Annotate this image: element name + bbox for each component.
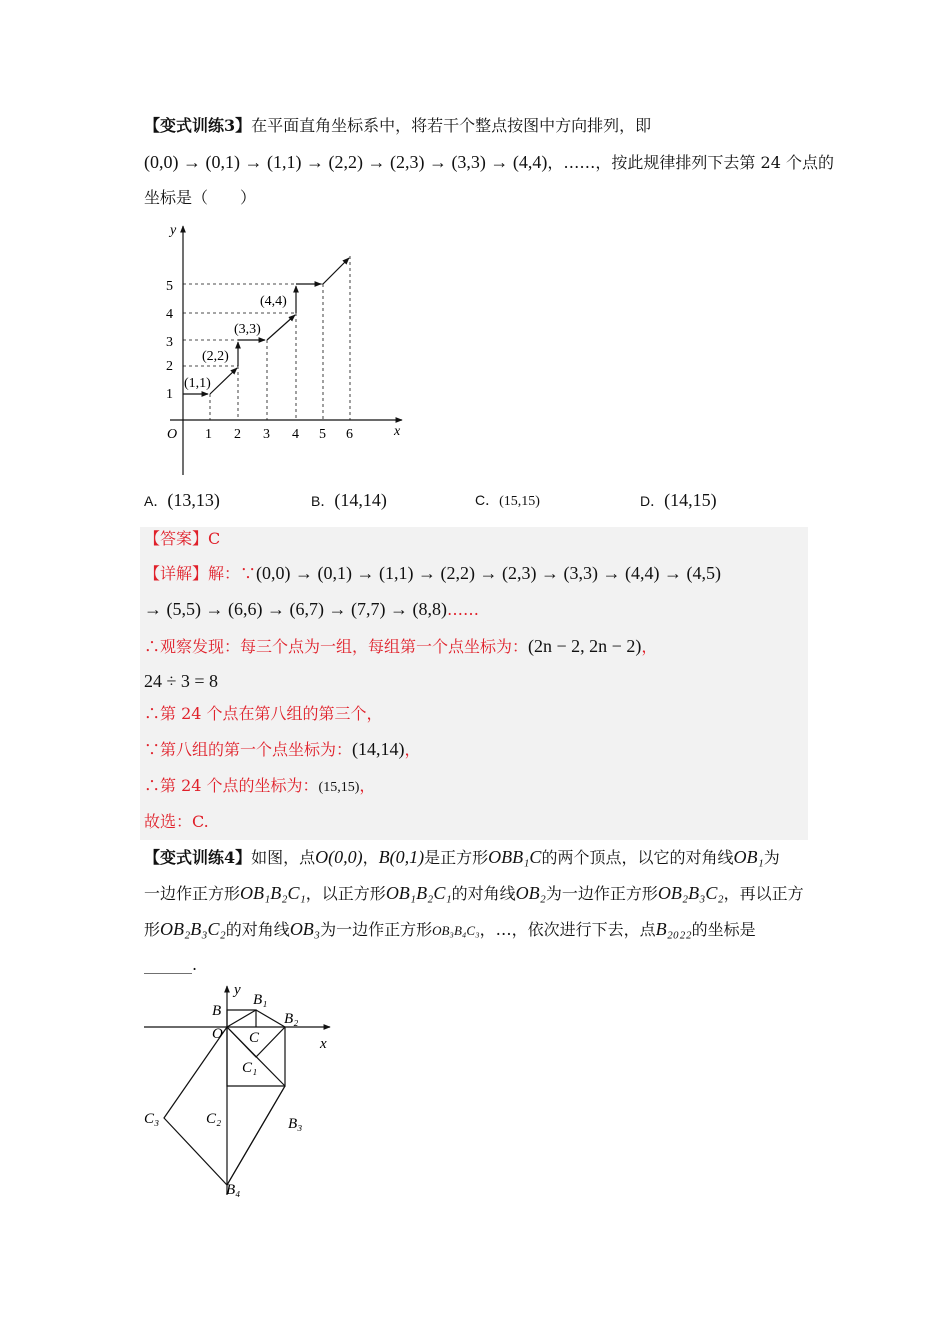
observe-text: ∴观察发现：每三个点为一组，每组第一个点坐标为： [144, 637, 529, 656]
choose-text: 故选：C. [144, 812, 209, 831]
first-group-end: ， [404, 740, 421, 759]
staircase-path [183, 258, 349, 394]
problem4-line4 [144, 955, 197, 975]
squares [164, 1010, 285, 1185]
answer-line [144, 529, 220, 549]
option-b[interactable]: B．(14,14) [311, 490, 387, 510]
label-O: O [212, 1026, 223, 1042]
label-B: B [212, 1003, 222, 1019]
point-label: (1,1) [184, 376, 211, 391]
label-B1: B₁ [253, 992, 268, 1008]
detail-line8 [144, 812, 209, 832]
detail-line5 [144, 704, 383, 724]
x-tick: 4 [292, 427, 299, 442]
detail-start: 解：∵ [208, 564, 257, 583]
x-tick: 5 [319, 427, 326, 442]
result-value: (15,15) [318, 780, 360, 795]
x-axis-label: x [320, 1036, 327, 1052]
division: 24 ÷ 3 = 8 [144, 671, 219, 691]
problem4-tag: 【变式训练4】 [144, 848, 252, 867]
y-axis-label: y [170, 223, 177, 238]
y-tick: 3 [166, 335, 173, 350]
problem4-line2: 一边作正方形OB₁B₂C₁，以正方形OB₁B₂C₁的对角线OB₂为一边作正方形OB₂B₃C₂，再以正方 [144, 883, 804, 903]
observe-end: ， [641, 637, 658, 656]
detail-line4 [144, 671, 218, 692]
third-text: ∴第 24 个点在第八组的第三个， [144, 704, 383, 723]
label-B4: B₄ [226, 1182, 241, 1198]
problem4-line1: 【变式训练4】如图，点O(0,0)，B(0,1)是正方形OBB₁C的两个顶点，以它的对角线OB₁为 [144, 847, 780, 867]
answer-blank: ______. [144, 955, 198, 974]
problem3-line1 [144, 116, 651, 136]
first-group-text: ∵第八组的第一个点坐标为： [144, 740, 353, 759]
y-axis-label: y [234, 982, 241, 998]
point-label: (3,3) [234, 322, 261, 337]
x-tick: 6 [346, 427, 353, 442]
origin-label: O [167, 427, 178, 442]
y-tick: 5 [166, 279, 173, 294]
option-c[interactable]: C．(15,15) [475, 492, 540, 509]
option-a[interactable]: A．(13,13) [144, 490, 220, 510]
label-C1: C₁ [242, 1060, 258, 1076]
result-end: ， [359, 776, 376, 795]
problem3-line3 [144, 188, 256, 208]
option-d[interactable]: D．(14,15) [640, 490, 717, 510]
y-tick: 1 [166, 387, 173, 402]
label-C: C [249, 1030, 260, 1046]
problem3-tag: 【变式训练3】 [144, 116, 252, 135]
result-text: ∴第 24 个点的坐标为： [144, 776, 319, 795]
problem3-text2: ，……，按此规律排列下去第 24 个点的 [547, 153, 834, 172]
label-C2: C₂ [206, 1111, 222, 1127]
problem3-line2 [144, 152, 834, 173]
problem3-figure [150, 220, 410, 480]
x-tick: 1 [205, 427, 212, 442]
y-tick: 2 [166, 359, 173, 374]
problem4-figure [140, 980, 340, 1200]
x-tick: 3 [263, 427, 270, 442]
problem3-text3: 坐标是（ ） [144, 188, 257, 207]
label-B3: B₃ [288, 1116, 303, 1132]
detail-line7 [144, 776, 375, 798]
label-B2: B₂ [284, 1011, 299, 1027]
x-tick: 2 [234, 427, 241, 442]
problem3-text1: 在平面直角坐标系中，将若干个整点按图中方向排列，即 [251, 116, 652, 135]
detail-seq2: → (5,5) → (6,6) → (6,7) → (7,7) → (8,8) [144, 599, 447, 619]
first-group-value: (14,14) [352, 739, 405, 759]
detail-line1 [144, 563, 721, 584]
point-label: (2,2) [202, 349, 229, 364]
y-tick: 4 [166, 307, 173, 322]
problem4-line3: 形OB₂B₃C₂的对角线OB₃为一边作正方形OB₃B₄C₃，…，依次进行下去，点B₂₀₂₂的坐标是 [144, 919, 756, 939]
detail-line2 [144, 599, 479, 620]
observe-formula: (2n − 2, 2n − 2) [528, 636, 642, 656]
detail-tag: 【详解】 [144, 564, 209, 583]
x-axis-label: x [394, 424, 401, 439]
label-C3: C₃ [144, 1111, 160, 1127]
answer: 【答案】C [144, 529, 221, 548]
problem3-sequence: (0,0) → (0,1) → (1,1) → (2,2) → (2,3) → (3,3) → (4,4) [144, 152, 548, 172]
detail-line3 [144, 636, 657, 657]
detail-line6 [144, 739, 421, 760]
detail-seq2-tail: …… [446, 600, 479, 619]
point-label: (4,4) [260, 294, 287, 309]
detail-seq1: (0,0) → (0,1) → (1,1) → (2,2) → (2,3) → (3,3) → (4,4) → (4,5) [256, 563, 721, 583]
guide-lines [183, 256, 350, 420]
